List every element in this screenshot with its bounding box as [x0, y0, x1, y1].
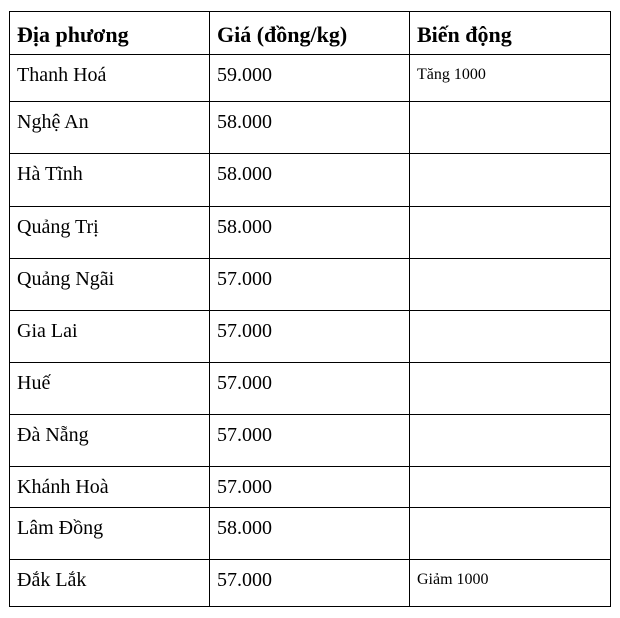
region-cell: Đắk Lắk: [10, 560, 210, 607]
table-row: [10, 467, 611, 508]
header-change: Biến động: [410, 12, 611, 55]
price-table: [9, 11, 611, 607]
price-cell: 59.000: [210, 55, 410, 102]
change-cell: Tăng 1000: [410, 55, 611, 102]
change-cell: [410, 154, 611, 207]
change-cell: [410, 363, 611, 415]
table-row: [10, 311, 611, 363]
change-cell: [410, 311, 611, 363]
region-cell: Đà Nẵng: [10, 415, 210, 467]
price-cell: 57.000: [210, 363, 410, 415]
change-cell: Giảm 1000: [410, 560, 611, 607]
price-cell: 58.000: [210, 154, 410, 207]
region-cell: Gia Lai: [10, 311, 210, 363]
change-cell: [410, 102, 611, 154]
region-cell: Khánh Hoà: [10, 467, 210, 508]
price-cell: 57.000: [210, 259, 410, 311]
price-cell: 58.000: [210, 207, 410, 259]
table-header-row: [10, 12, 611, 55]
price-cell: 57.000: [210, 467, 410, 508]
table-row: [10, 560, 611, 607]
price-cell: 58.000: [210, 102, 410, 154]
table-row: [10, 508, 611, 560]
price-cell: 57.000: [210, 415, 410, 467]
price-cell: 57.000: [210, 560, 410, 607]
table-row: [10, 363, 611, 415]
region-cell: Hà Tĩnh: [10, 154, 210, 207]
price-cell: 58.000: [210, 508, 410, 560]
price-cell: 57.000: [210, 311, 410, 363]
change-cell: [410, 467, 611, 508]
region-cell: Huế: [10, 363, 210, 415]
table-row: [10, 55, 611, 102]
change-cell: [410, 508, 611, 560]
table-row: [10, 259, 611, 311]
table-row: [10, 102, 611, 154]
region-cell: Thanh Hoá: [10, 55, 210, 102]
header-price: Giá (đồng/kg): [210, 12, 410, 55]
change-cell: [410, 207, 611, 259]
table-row: [10, 207, 611, 259]
region-cell: Quảng Ngãi: [10, 259, 210, 311]
change-cell: [410, 259, 611, 311]
region-cell: Lâm Đồng: [10, 508, 210, 560]
change-cell: [410, 415, 611, 467]
region-cell: Quảng Trị: [10, 207, 210, 259]
header-region: Địa phương: [10, 12, 210, 55]
table-row: [10, 154, 611, 207]
table-row: [10, 415, 611, 467]
region-cell: Nghệ An: [10, 102, 210, 154]
